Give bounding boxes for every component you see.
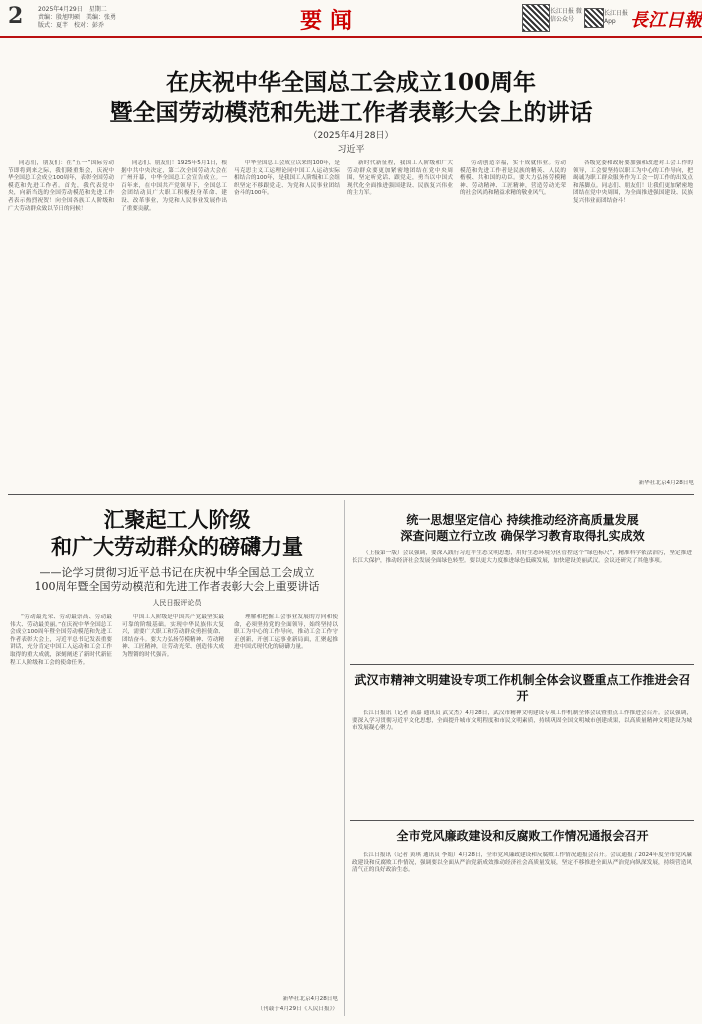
column-divider bbox=[344, 500, 345, 1016]
article2-column bbox=[234, 614, 338, 974]
article2-subtitle bbox=[16, 566, 338, 594]
article1-title bbox=[0, 68, 702, 128]
article1-column bbox=[460, 160, 566, 490]
column-text: 理解和把握工会事业发展的方向和使命，必须坚持党的全面领导，始终坚持以职工为中心的工作导向，推动工会工作守正创新，开创工运事业新局面，汇聚起推进中国式现代化的磅礴力量。 bbox=[234, 614, 338, 651]
article1-author: 习近平 bbox=[337, 145, 365, 155]
divider bbox=[8, 494, 694, 495]
article1-column bbox=[234, 160, 340, 490]
article1-xinhua: 新华社北京4月28日电 bbox=[638, 480, 694, 486]
article1-column bbox=[121, 160, 227, 490]
page-meta bbox=[38, 6, 116, 30]
article2-title-line1: 汇聚起工人阶级 bbox=[103, 507, 251, 532]
divider bbox=[350, 664, 694, 665]
article1-column bbox=[347, 160, 453, 490]
article2-source: 人民日报评论员 bbox=[152, 599, 202, 607]
app-qr-icon[interactable] bbox=[584, 8, 604, 28]
article1-title-line1: 在庆祝中华全国总工会成立100周年 bbox=[165, 69, 536, 96]
app-qr-label: 长江日报 App bbox=[604, 10, 629, 25]
column-text: 各级党委和政府要加强和改进对工会工作的领导，工会要坚持以职工为中心的工作导向，把竭诚为职工群众服务作为工会一切工作的出发点和落脚点。同志们、朋友们！让我们更加紧密地团结在党中央周围，为全面推进强国建设、民族复兴伟业而团结奋斗！ bbox=[573, 160, 693, 204]
article1-title-line2: 暨全国劳动模范和先进工作者表彰大会上的讲话 bbox=[109, 99, 593, 126]
article4-body bbox=[352, 710, 692, 818]
column-text: 中华全国总工会成立以来的100年，是马克思主义工运理论同中国工人运动实际相结合的100年，是我国工人阶级和工会组织坚定不移跟党走、为党和人民事业团结奋斗的100年。 bbox=[234, 160, 340, 197]
article3-title-line1: 统一思想坚定信心 持续推动经济高质量发展 bbox=[406, 513, 639, 527]
newspaper-brand: 長江日報 bbox=[630, 10, 702, 31]
column-text: “劳动最光荣、劳动最崇高、劳动最伟大、劳动最美丽。”在庆祝中华全国总工会成立100周年暨全国劳动模范和先进工作者表彰大会上，习近平总书记发表重要讲话，充分肯定中国工人运动和工会工作取得的重大成就，深刻阐述了新时代新征程工人阶级和工会的使命任务。 bbox=[10, 614, 112, 666]
article2-footer: 新华社北京4月28日电 bbox=[282, 996, 338, 1002]
column-text: 新时代新征程，我国工人阶级和广大劳动群众要更加紧密地团结在党中央周围，坚定听党话、跟党走，勇当以中国式现代化全面推进强国建设、民族复兴伟业的主力军。 bbox=[347, 160, 453, 197]
article5-body bbox=[352, 852, 692, 1014]
article3-text: （上接第一版）会议强调，要深入践行习近平生态文明思想，用好生态环境分区管控这个“绿色标尺”，精准科学依法治污，坚定推进长江大保护，推动经济社会发展全面绿色转型。要以更大力度推进绿色低碳发展，加快建设美丽武汉。会议还研究了其他事项。 bbox=[352, 550, 692, 564]
section-title: 要闻 bbox=[300, 8, 361, 34]
article5-text: 长江日报讯（记者 黄琪 通讯员 李娟）4月28日，全市党风廉政建设和反腐败工作情况通报会召开。会议通报了2024年度全市党风廉政建设和反腐败工作情况，强调要以全面从严治党新成效推动经济社会高质量发展，坚定不移推进全面从严治党向纵深发展，持续营造风清气正的良好政治生态。 bbox=[352, 852, 692, 874]
page-number: 2 bbox=[8, 3, 24, 29]
article3-body bbox=[352, 550, 692, 660]
column-text: 中国工人阶级是中国共产党最坚实最可靠的阶级基础。实现中华民族伟大复兴，需要广大职工和劳动群众勇担使命、团结奋斗。要大力弘扬劳模精神、劳动精神、工匠精神，让劳动光荣、创造伟大成为铿锵的时代强音。 bbox=[122, 614, 224, 658]
article1-date: （2025年4月28日） bbox=[308, 131, 394, 141]
article5-title: 全市党风廉政建设和反腐败工作情况通报会召开 bbox=[396, 829, 649, 843]
article2-column bbox=[122, 614, 224, 1008]
article2-subtitle-line2: 100周年暨全国劳动模范和先进工作者表彰大会上重要讲话 bbox=[34, 580, 320, 593]
wechat-qr-label: 长江日报 微信公众号 bbox=[550, 8, 582, 23]
meta-editor: 责编：殷旭明硕 美编：张勇 bbox=[38, 14, 117, 21]
column-text: 同志们，朋友们：在“五一”国际劳动节即将到来之际，我们隆重集会，庆祝中华全国总工会成立100周年，表彰全国劳动模范和先进工作者。首先，我代表党中央，向新当选的全国劳动模范和先进工作者表示热烈祝贺！向全国各族工人阶级和广大劳动群众致以节日的问候！ bbox=[8, 160, 114, 212]
article1-column bbox=[8, 160, 114, 490]
article2-footer-note: （刊载于4月29日《人民日报》） bbox=[257, 1006, 338, 1012]
meta-proof: 版式：夏芊 校对：彭乔 bbox=[38, 22, 105, 29]
article4-title: 武汉市精神文明建设专项工作机制全体会议暨重点工作推进会召开 bbox=[354, 673, 691, 703]
column-text: 同志们、朋友们！1925年5月1日，根据中共中央决定，第二次全国劳动大会在广州开幕，中华全国总工会宣告成立。一百年来，在中国共产党领导下，全国总工会团结动员广大职工积极投身革命、建设、改革事业，为党和人民事业发展作出了重要贡献。 bbox=[121, 160, 227, 212]
wechat-qr-icon[interactable] bbox=[522, 4, 550, 32]
column-text: 劳动创造幸福，实干成就伟业。劳动模范和先进工作者是民族的精英、人民的楷模、共和国的功臣。要大力弘扬劳模精神、劳动精神、工匠精神，营造劳动光荣的社会风尚和精益求精的敬业风气。 bbox=[460, 160, 566, 197]
article3-title-line2: 深查问题立行立改 确保学习教育取得扎实成效 bbox=[400, 529, 645, 543]
article2-subtitle-line1: ——论学习贯彻习近平总书记在庆祝中华全国总工会成立 bbox=[39, 566, 315, 579]
article3-title bbox=[350, 512, 695, 544]
article1-column bbox=[573, 160, 693, 476]
article2-title-line2: 和广大劳动群众的磅礴力量 bbox=[51, 534, 303, 559]
article4-text: 长江日报讯（记者 高嘉 通讯员 武文杰）4月28日，武汉市精神文明建设专项工作机制全体会议暨重点工作推进会召开。会议强调，要深入学习贯彻习近平文化思想，全面提升城市文明程度和市民文明素质，持续巩固全国文明城市创建成果，以高质量精神文明建设为城市发展凝心聚力。 bbox=[352, 710, 692, 732]
article2-column bbox=[10, 614, 112, 1008]
meta-date: 2025年4月29日 星期二 bbox=[38, 6, 107, 13]
divider bbox=[350, 820, 694, 821]
article2-title bbox=[16, 506, 338, 560]
